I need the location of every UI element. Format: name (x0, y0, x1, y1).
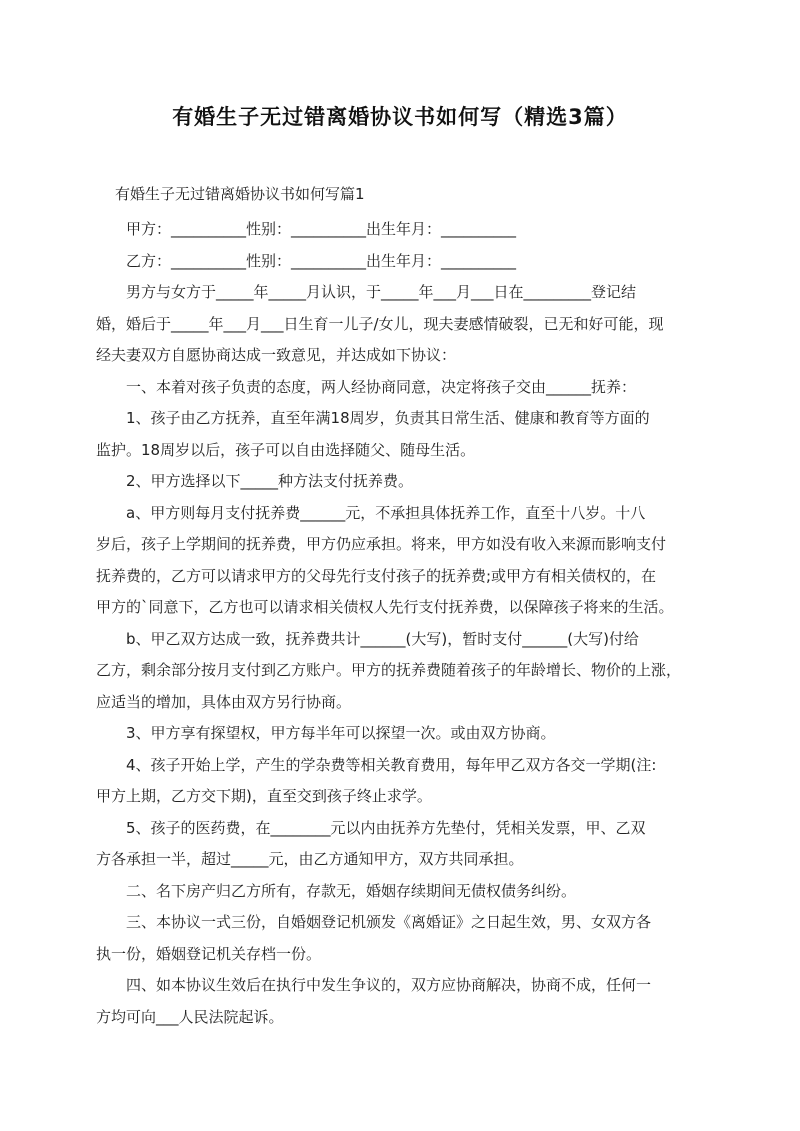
paragraph-line: 监护。18周岁以后，孩子可以自由选择随父、随母生活。 (96, 440, 476, 459)
paragraph (96, 907, 704, 970)
paragraph-line: 婚，婚后于_____年___月___日生育一儿子/女儿，现夫妻感情破裂，已无和好可能，现 (96, 314, 664, 333)
paragraph-line: 三、本协议一式三份，自婚姻登记机颁发《离婚证》之日起生效，男、女双方各 (126, 913, 652, 931)
paragraph-line: b、甲乙双方达成一致，抚养费共计______(大写)，暂时支付______(大写)付给 (126, 629, 639, 648)
paragraph (96, 246, 704, 278)
paragraph (96, 466, 704, 498)
paragraph-line: 甲方的`同意下，乙方也可以请求相关债权人先行支付抚养费，以保障孩子将来的生活。 (96, 598, 674, 616)
paragraph-line: 方均可向___人民法院起诉。 (96, 1007, 284, 1026)
paragraph-line: 1、孩子由乙方抚养，直至年满18周岁，负责其日常生活、健康和教育等方面的 (126, 409, 650, 427)
document-title: 有婚生子无过错离婚协议书如何写（精选3篇） (172, 105, 628, 129)
paragraph (96, 624, 704, 719)
paragraph-line: 应适当的增加，具体由双方另行协商。 (96, 692, 352, 711)
paragraph-line: 5、孩子的医药费，在________元以内由抚养方先垫付，凭相关发票，甲、乙双 (126, 818, 646, 837)
paragraph-line: 抚养费的，乙方可以请求甲方的父母先行支付孩子的抚养费;或甲方有相关债权的，在 (96, 566, 657, 585)
paragraph-line: 甲方：__________性别：__________出生年月：__________ (126, 220, 517, 238)
paragraph (96, 970, 704, 1033)
paragraph (96, 372, 704, 404)
paragraph-line: 方各承担一半，超过_____元，由乙方通知甲方，双方共同承担。 (96, 850, 524, 868)
paragraph (96, 813, 704, 876)
paragraph-line: a、甲方则每月支付抚养费______元，不承担具体抚养工作，直至十八岁。十八 (126, 503, 646, 522)
section-heading: 有婚生子无过错离婚协议书如何写篇1 (115, 185, 365, 203)
paragraph-line: 4、孩子开始上学，产生的学杂费等相关教育费用，每年甲乙双方各交一学期(注: (126, 755, 657, 774)
paragraph-line: 执一份，婚姻登记机关存档一份。 (96, 944, 322, 963)
paragraph-line: 二、名下房产归乙方所有，存款无，婚姻存续期间无债权债务纠纷。 (126, 881, 577, 900)
paragraph (96, 277, 704, 372)
paragraph-line: 经夫妻双方自愿协商达成一致意见，并达成如下协议： (96, 346, 457, 364)
paragraph-line: 男方与女方于_____年_____月认识，于_____年___月___日在_________登记结 (126, 283, 637, 301)
paragraph-line: 岁后，孩子上学期间的抚养费，甲方仍应承担。将来，甲方如没有收入来源而影响支付 (96, 535, 667, 553)
paragraph-line: 2、甲方选择以下_____种方法支付抚养费。 (126, 472, 414, 490)
paragraph (96, 876, 704, 908)
paragraph-line: 乙方：__________性别：__________出生年月：__________ (126, 251, 517, 270)
paragraph (96, 214, 704, 246)
paragraph-line: 乙方，剩余部分按月支付到乙方账户。甲方的抚养费随着孩子的年龄增长、物价的上涨， (96, 661, 682, 679)
paragraph (96, 498, 704, 624)
paragraph-line: 四、如本协议生效后在执行中发生争议的，双方应协商解决，协商不成，任何一 (126, 976, 652, 994)
paragraph-line: 3、甲方享有探望权，甲方每半年可以探望一次。或由双方协商。 (126, 724, 556, 742)
paragraph-line: 一、本着对孩子负责的态度，两人经协商同意，决定将孩子交由______抚养： (126, 377, 637, 396)
paragraph-line: 甲方上期，乙方交下期)，直至交到孩子终止求学。 (96, 787, 432, 805)
paragraph (96, 718, 704, 750)
paragraph (96, 750, 704, 813)
paragraph (96, 403, 704, 466)
document-body (96, 214, 704, 1033)
